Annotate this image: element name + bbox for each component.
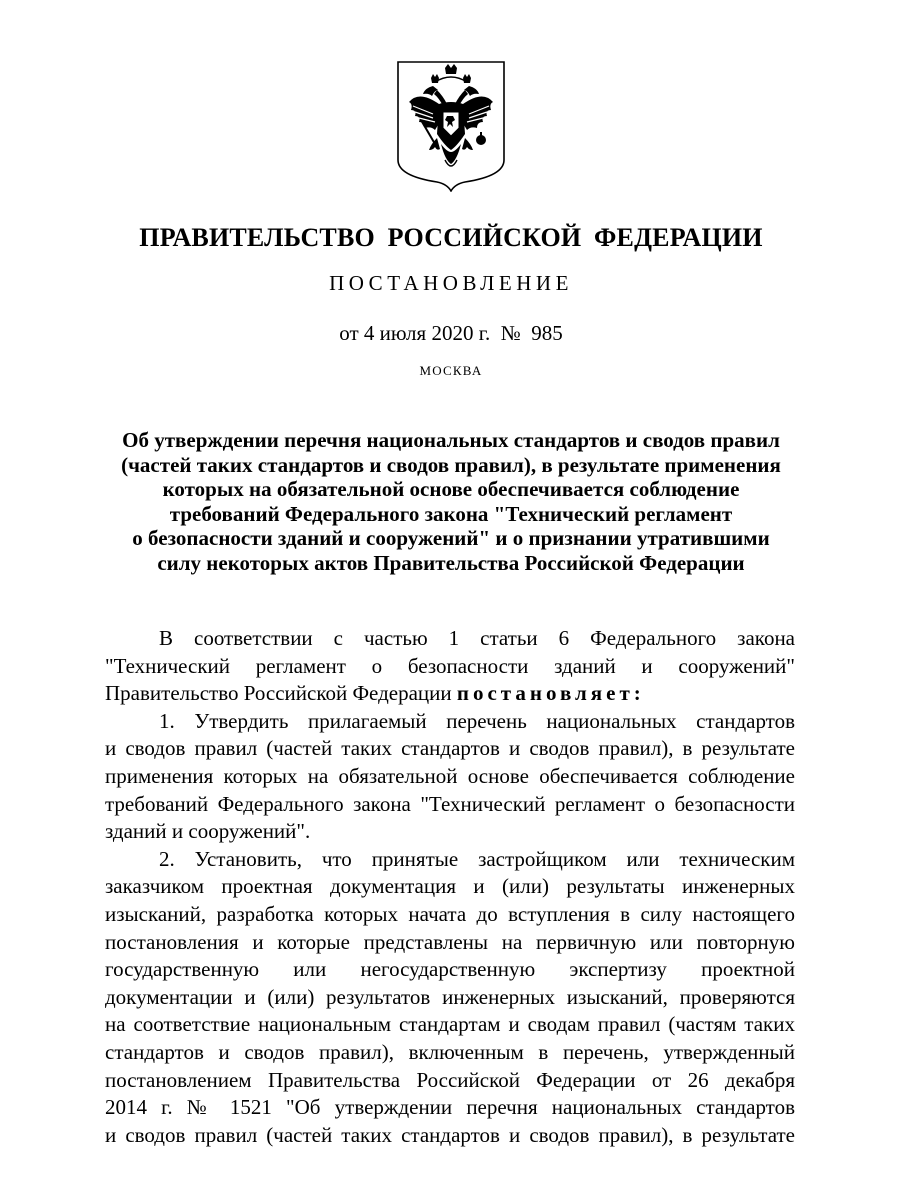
preamble-subject: Правительство Российской Федерации bbox=[105, 681, 452, 706]
body-line: постановлением Правительства Российской Федерации от 26 декабря bbox=[105, 1067, 795, 1092]
body-line: 2014 г. № 1521 "Об утверждении перечня национальных стандартов bbox=[105, 1095, 795, 1120]
body-line: постановления и которые представлены на первичную или повторную bbox=[105, 929, 795, 954]
body-line bbox=[105, 680, 795, 708]
subject-line: (частей таких стандартов и сводов правил), в результате применения bbox=[121, 452, 781, 477]
russian-coat-of-arms-icon bbox=[395, 60, 507, 192]
body-line: заказчиком проектная документация и (или) результаты инженерных bbox=[105, 874, 795, 899]
subject-line: требований Федерального закона "Технический регламент bbox=[169, 501, 733, 526]
document-subject bbox=[60, 428, 842, 576]
body-line: и сводов правил (частей таких стандартов и сводов правил), в результате bbox=[105, 1122, 795, 1147]
body-line: 1. Утвердить прилагаемый перечень национальных стандартов bbox=[159, 708, 795, 733]
body-line: 2. Установить, что принятые застройщиком или техническим bbox=[159, 846, 795, 871]
body-line: изысканий, разработка которых начата до вступления в силу настоящего bbox=[105, 901, 795, 926]
subject-line: силу некоторых актов Правительства Российской Федерации bbox=[157, 550, 745, 575]
subject-line: о безопасности зданий и сооружений" и о признании утратившими bbox=[132, 526, 770, 551]
body-line: "Технический регламент о безопасности зданий и сооружений" bbox=[105, 653, 795, 678]
body-line: зданий и сооружений". bbox=[105, 819, 311, 844]
document-date: от 4 июля 2020 г. bbox=[339, 321, 491, 345]
body-line: государственную или негосударственную экспертизу проектной bbox=[105, 957, 795, 982]
document-type: ПОСТАНОВЛЕНИЕ bbox=[329, 271, 573, 295]
body-line: В соответствии с частью 1 статьи 6 Федерального закона bbox=[159, 626, 795, 650]
body-line: документации и (или) результатов инженерных изысканий, проверяются bbox=[105, 984, 795, 1009]
preamble-paragraph bbox=[105, 625, 795, 708]
document-number: 985 bbox=[531, 321, 563, 345]
item-2-paragraph bbox=[105, 846, 795, 1150]
government-title: ПРАВИТЕЛЬСТВО РОССИЙСКОЙ ФЕДЕРАЦИИ bbox=[139, 223, 763, 252]
body-line: требований Федерального закона "Технический регламент о безопасности bbox=[105, 791, 795, 816]
subject-line: Об утверждении перечня национальных стандартов и сводов правил bbox=[122, 428, 780, 452]
item-1-paragraph bbox=[105, 708, 795, 846]
document-date-line bbox=[0, 318, 902, 348]
document-city: МОСКВА bbox=[419, 363, 483, 378]
document-number-sign: № bbox=[500, 321, 521, 345]
body-line: применения которых на обязательной основе обеспечивается соблюдение bbox=[105, 763, 795, 788]
document-body bbox=[105, 625, 795, 1149]
decree-word: постановляет: bbox=[456, 681, 645, 706]
body-line: стандартов и сводов правил), включенным в перечень, утвержденный bbox=[105, 1039, 795, 1064]
body-line: и сводов правил (частей таких стандартов и сводов правил), в результате bbox=[105, 736, 795, 761]
body-line: на соответствие национальным стандартам и сводам правил (частям таких bbox=[105, 1012, 795, 1037]
subject-line: которых на обязательной основе обеспечивается соблюдение bbox=[162, 477, 740, 502]
